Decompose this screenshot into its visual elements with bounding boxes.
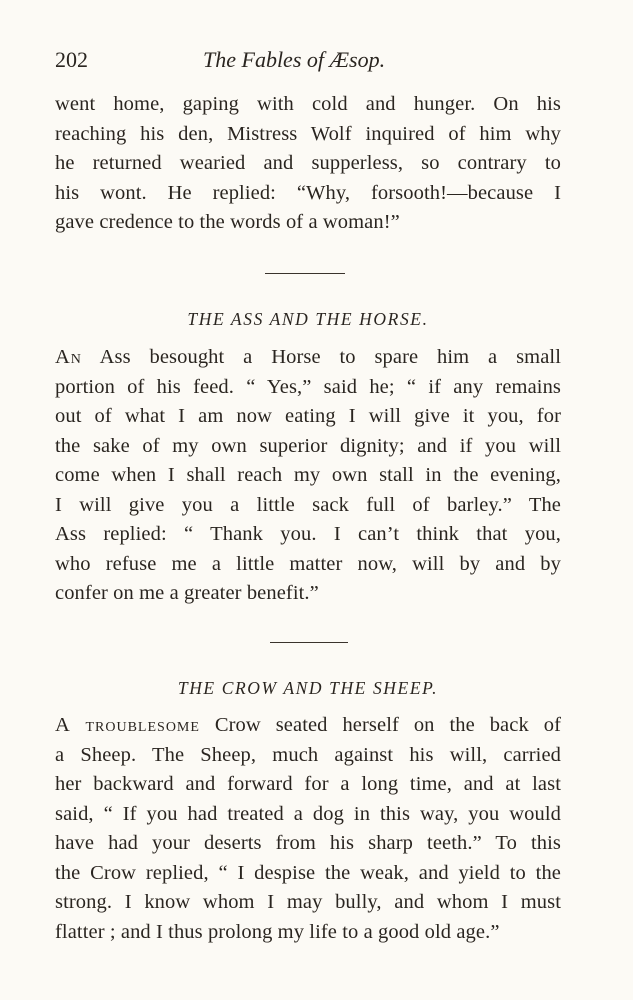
section-divider <box>265 273 345 274</box>
fable-body <box>55 711 561 947</box>
opening-word: A troublesome <box>55 714 200 736</box>
text-line: he returned wearied and supperless, so contrary to <box>55 152 561 174</box>
text-line: confer on me a greater benefit.” <box>55 582 319 604</box>
intro-paragraph <box>55 90 561 238</box>
text-line: a Sheep. The Sheep, much against his will, carried <box>55 743 561 766</box>
text-line <box>55 343 561 373</box>
text-line: portion of his feed. “ Yes,” said he; “ if any remains <box>55 375 561 398</box>
fable-title: THE ASS AND THE HORSE. <box>187 309 429 329</box>
book-title: The Fables of Æsop. <box>203 47 386 72</box>
text-line: said, “ If you had treated a dog in this way, you would <box>55 802 561 825</box>
page-number: 202 <box>55 47 88 72</box>
first-line-text: Crow seated herself on the back of <box>199 714 561 736</box>
fable-title: THE CROW AND THE SHEEP. <box>177 678 439 698</box>
text-line: flatter ; and I thus prolong my life to a good old age.” <box>55 920 500 943</box>
text-line: the sake of my own superior dignity; and if you will <box>55 434 561 457</box>
fable-body <box>55 343 561 609</box>
text-line <box>55 711 561 741</box>
text-line: who refuse me a little matter now, will by and by <box>55 552 561 575</box>
text-line: come when I shall reach my own stall in the evening, <box>55 464 561 486</box>
text-line: have had your deserts from his sharp teeth.” To this <box>55 832 561 854</box>
text-line: strong. I know whom I may bully, and whom I must <box>55 891 561 913</box>
text-line: Ass replied: “ Thank you. I can’t think that you, <box>55 523 561 545</box>
text-line: I will give you a little sack full of barley.” The <box>55 493 561 516</box>
text-line: reaching his den, Mistress Wolf inquired of him why <box>55 122 561 145</box>
text-line: his wont. He replied: “Why, forsooth!—because I <box>55 181 561 204</box>
text-line: her backward and forward for a long time, and at last <box>55 773 561 795</box>
text-line: out of what I am now eating I will give it you, for <box>55 405 561 427</box>
running-head <box>55 47 555 77</box>
section-divider <box>270 642 348 643</box>
text-line: gave credence to the words of a woman!” <box>55 211 400 233</box>
text-line: the Crow replied, “ I despise the weak, and yield to the <box>55 861 561 884</box>
first-line-text: Ass besought a Horse to spare him a small <box>81 346 561 368</box>
text-line: went home, gaping with cold and hunger. On his <box>55 93 561 115</box>
opening-word: An <box>55 346 82 368</box>
